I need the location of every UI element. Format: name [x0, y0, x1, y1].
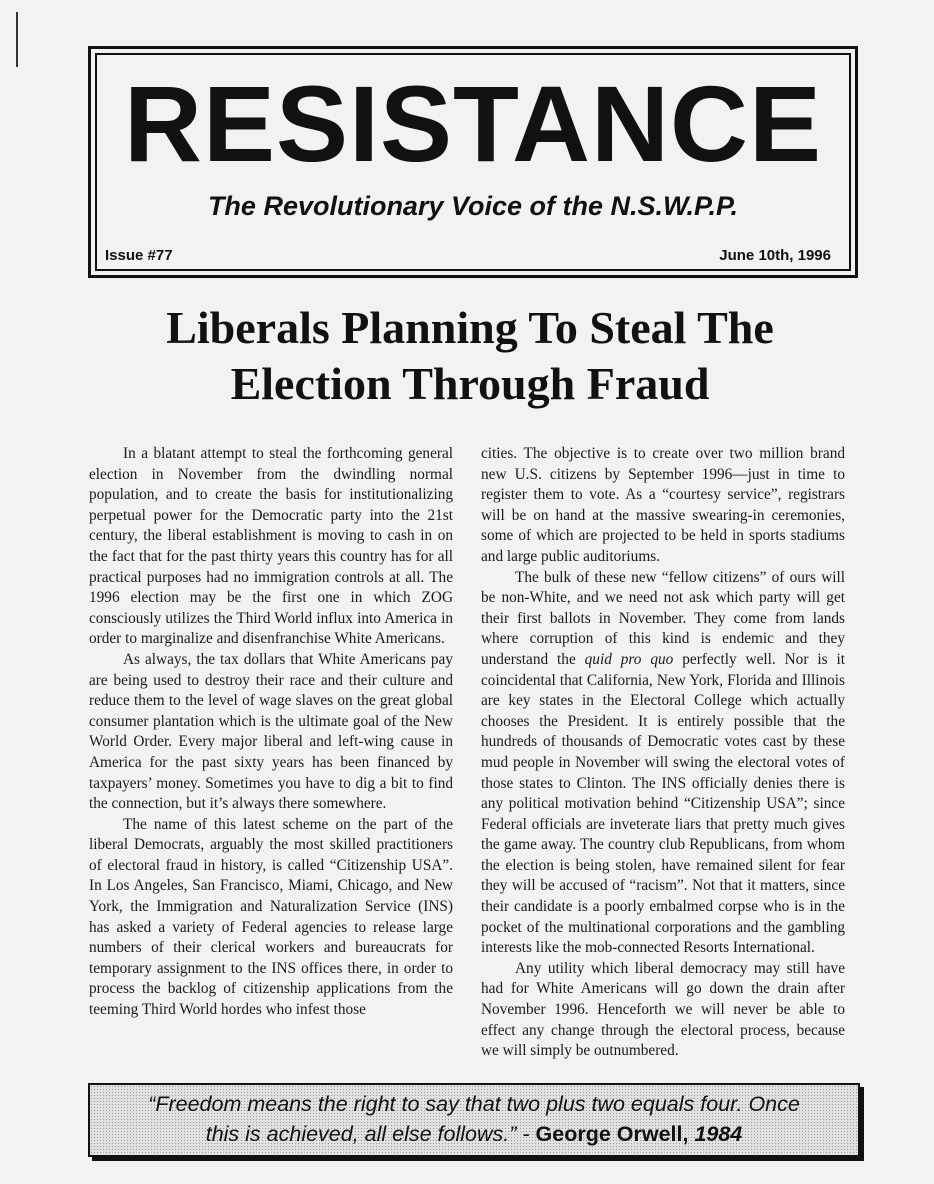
masthead: [88, 46, 858, 278]
paragraph-text: perfectly well. Nor is it coincidental that California, New York, Florida and Illinois are key states in the Electoral College which actually chooses the President. It is entirely possible that the hundreds of thousands of Democratic votes cast by these mud people in November will swing the electoral votes of those states to Clinton. The INS officially denies there is any political motivation behind “Citizenship USA”; since Federal officials are inveterate liars that pretty much gives the game away. The country club Republicans, from whom the election is being stolen, have remained silent for fear they will be accused of “racism”. Not that it matters, since their candidate is a poorly embalmed corpse who is in the pocket of the multinational corporations and the gambling interests like the mob-connected Resorts International.: [481, 650, 845, 957]
paragraph: [481, 568, 845, 959]
article-column-left: [89, 444, 453, 1021]
quote-text: this is achieved, all else follows.” -: [205, 1122, 536, 1146]
article-column-right: [481, 444, 845, 1062]
paragraph: The name of this latest scheme on the part of the liberal Democrats, arguably the most skilled practitioners of electoral fraud in history, is called “Citizenship USA”. In Los Angeles, San Francisco, Miami, Chicago, and New York, the Immigration and Naturalization Service (INS) has asked a variety of Federal agencies to release large numbers of their clerical workers and bureaucrats for temporary assignment to the INS offices there, in order to process the backlog of citizenship applications from the teeming Third World hordes who infest those: [89, 815, 453, 1019]
paragraph: In a blatant attempt to steal the forthcoming general election in November from the dwindling normal population, and to create the basis for institutionalizing perpetual power for the Democratic party into the 21st century, the liberal establishment is moving to cash in on the fact that for the past thirty years this country has for all practical purposes had no immigration controls at all. The 1996 election may be the first one in which ZOG consciously utilizes the Third World influx into America in order to marginalize and disenfranchise White Americans.: [89, 445, 453, 648]
masthead-inner-frame: [95, 53, 851, 271]
headline-line-1: Liberals Planning To Steal The: [166, 302, 774, 353]
newsletter-title: RESISTANCE: [123, 63, 823, 184]
paragraph-text: The bulk of these new “fellow citizens” of ours will be non-White, and we need not ask which party will get their first ballots in November. They come from lands where corruption of this kind is endemic and they understand the: [481, 568, 845, 668]
paragraph: As always, the tax dollars that White Americans pay are being used to destroy their race and their culture and reduce them to the level of wage slaves on the great global consumer plantation which is the ultimate goal of the New World Order. Every major liberal and left-wing cause in America for the past sixty years has been financed by taxpayers’ money. Sometimes you have to dig a bit to find the connection, but it’s always there somewhere.: [89, 650, 453, 813]
quote-author: George Orwell,: [535, 1122, 695, 1146]
quote-box: [88, 1083, 860, 1157]
quote-line-1: “Freedom means the right to say that two plus two equals four. Once: [148, 1092, 800, 1116]
quote-line-2: [90, 1119, 858, 1149]
headline-line-2: Election Through Fraud: [230, 358, 710, 409]
quote-book-title: 1984: [694, 1122, 743, 1146]
article-headline: [60, 300, 880, 412]
newsletter-subtitle: The Revolutionary Voice of the N.S.W.P.P.: [207, 191, 739, 221]
paragraph: Any utility which liberal democracy may still have had for White Americans will go down the drain after November 1996. Henceforth we will never be able to effect any change through the electoral process, because we will simply be outnumbered.: [481, 959, 845, 1060]
latin-phrase: quid pro quo: [584, 650, 674, 668]
margin-mark: [16, 12, 18, 67]
issue-number: Issue #77: [105, 247, 173, 264]
issue-date: June 10th, 1996: [719, 247, 831, 264]
paragraph-continued: cities. The objective is to create over two million brand new U.S. citizens by September 1996—just in time to register them to vote. As a “courtesy service”, registrars will be on hand at the massive swearing-in ceremonies, some of which are projected to be held in sports stadiums and large public auditoriums.: [481, 445, 845, 565]
